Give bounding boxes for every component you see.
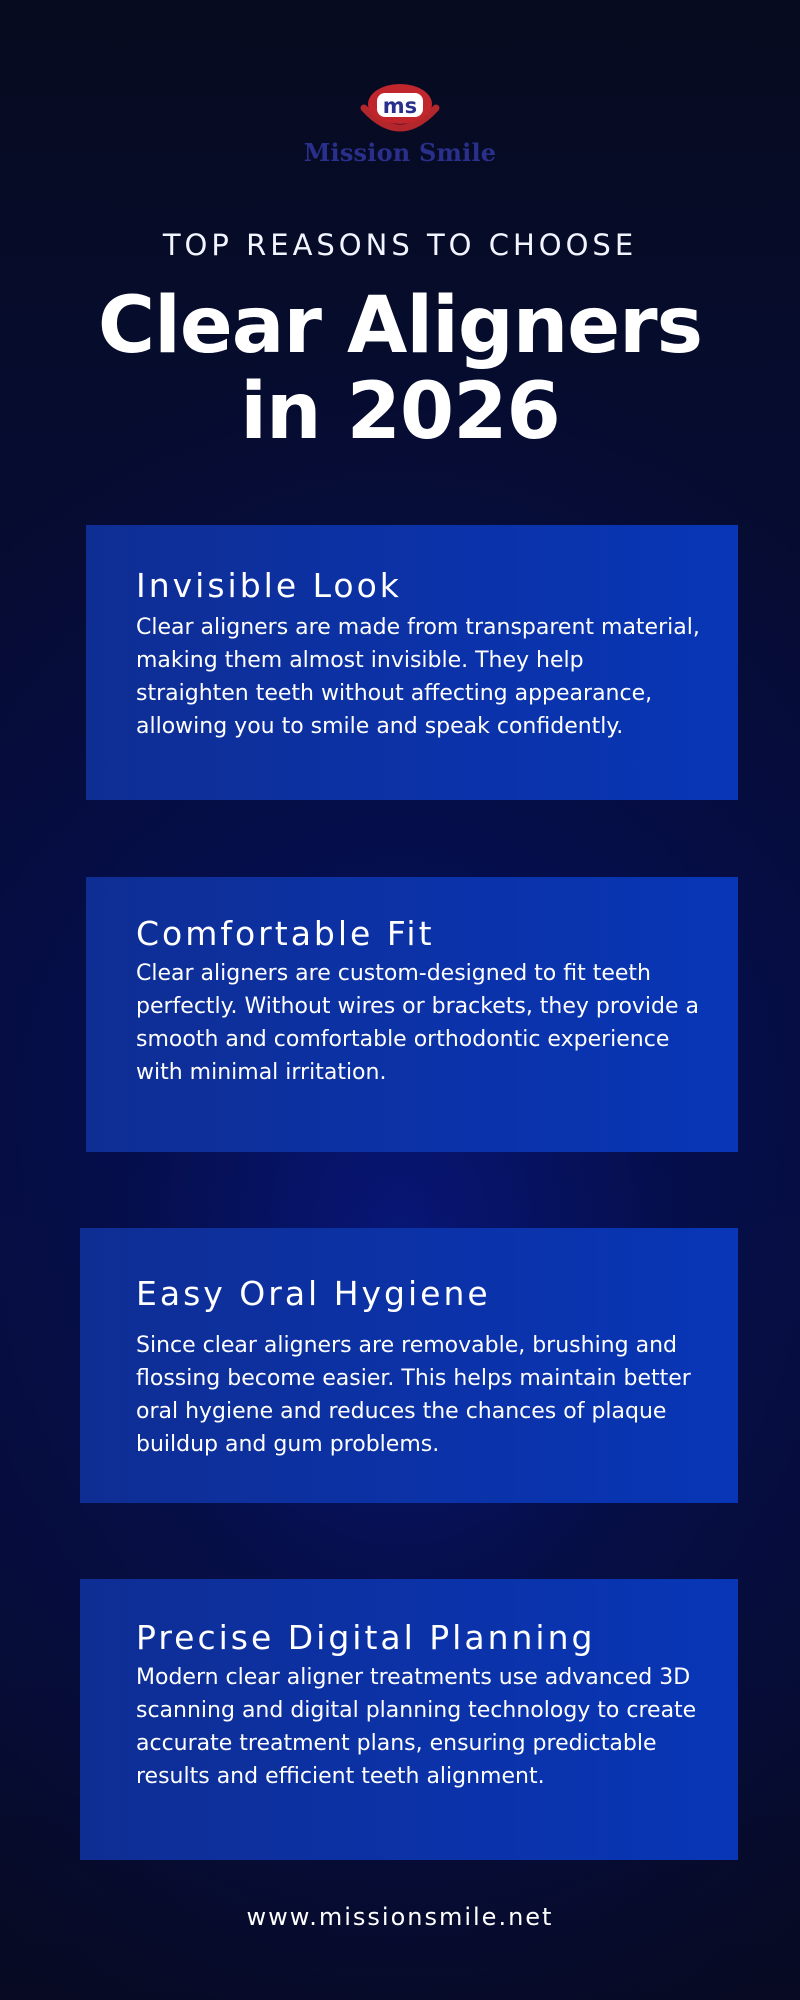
smile-logo-icon (352, 82, 448, 144)
reason-card-precise-digital-planning (80, 1579, 738, 1860)
page-title-line-2: in 2026 (240, 367, 560, 457)
reason-body: Modern clear aligner treatments use advanced 3D scanning and digital planning technology to create accurate treatment plans, ensuring predictable results and efficient teeth alignment. (136, 1665, 697, 1789)
reason-card-invisible-look (86, 525, 738, 800)
logo-monogram: ms (382, 94, 418, 118)
reason-title: Invisible Look (136, 566, 402, 605)
reason-card-comfortable-fit (86, 877, 738, 1152)
reason-body: Since clear aligners are removable, brushing and flossing become easier. This helps maintain better oral hygiene and reduces the chances of plaque buildup and gum problems. (136, 1333, 691, 1457)
reason-body: Clear aligners are custom-designed to fit teeth perfectly. Without wires or brackets, they provide a smooth and comfortable orthodontic experience with minimal irritation. (136, 961, 700, 1085)
website-link[interactable]: www.missionsmile.net (246, 1903, 554, 1931)
reason-title: Precise Digital Planning (136, 1618, 596, 1657)
reason-title: Easy Oral Hygiene (136, 1274, 491, 1313)
brand-name: Mission Smile (303, 138, 497, 167)
reason-card-easy-oral-hygiene (80, 1228, 738, 1503)
brand-logo (0, 82, 800, 174)
reason-body: Clear aligners are made from transparent material, making them almost invisible. They help straighten teeth without affecting appearance, allowing you to smile and speak confidently. (136, 615, 700, 739)
page-kicker: TOP REASONS TO CHOOSE (162, 228, 638, 262)
reason-title: Comfortable Fit (136, 914, 435, 953)
page-title-line-1: Clear Aligners (97, 281, 703, 371)
page-title (0, 283, 800, 455)
